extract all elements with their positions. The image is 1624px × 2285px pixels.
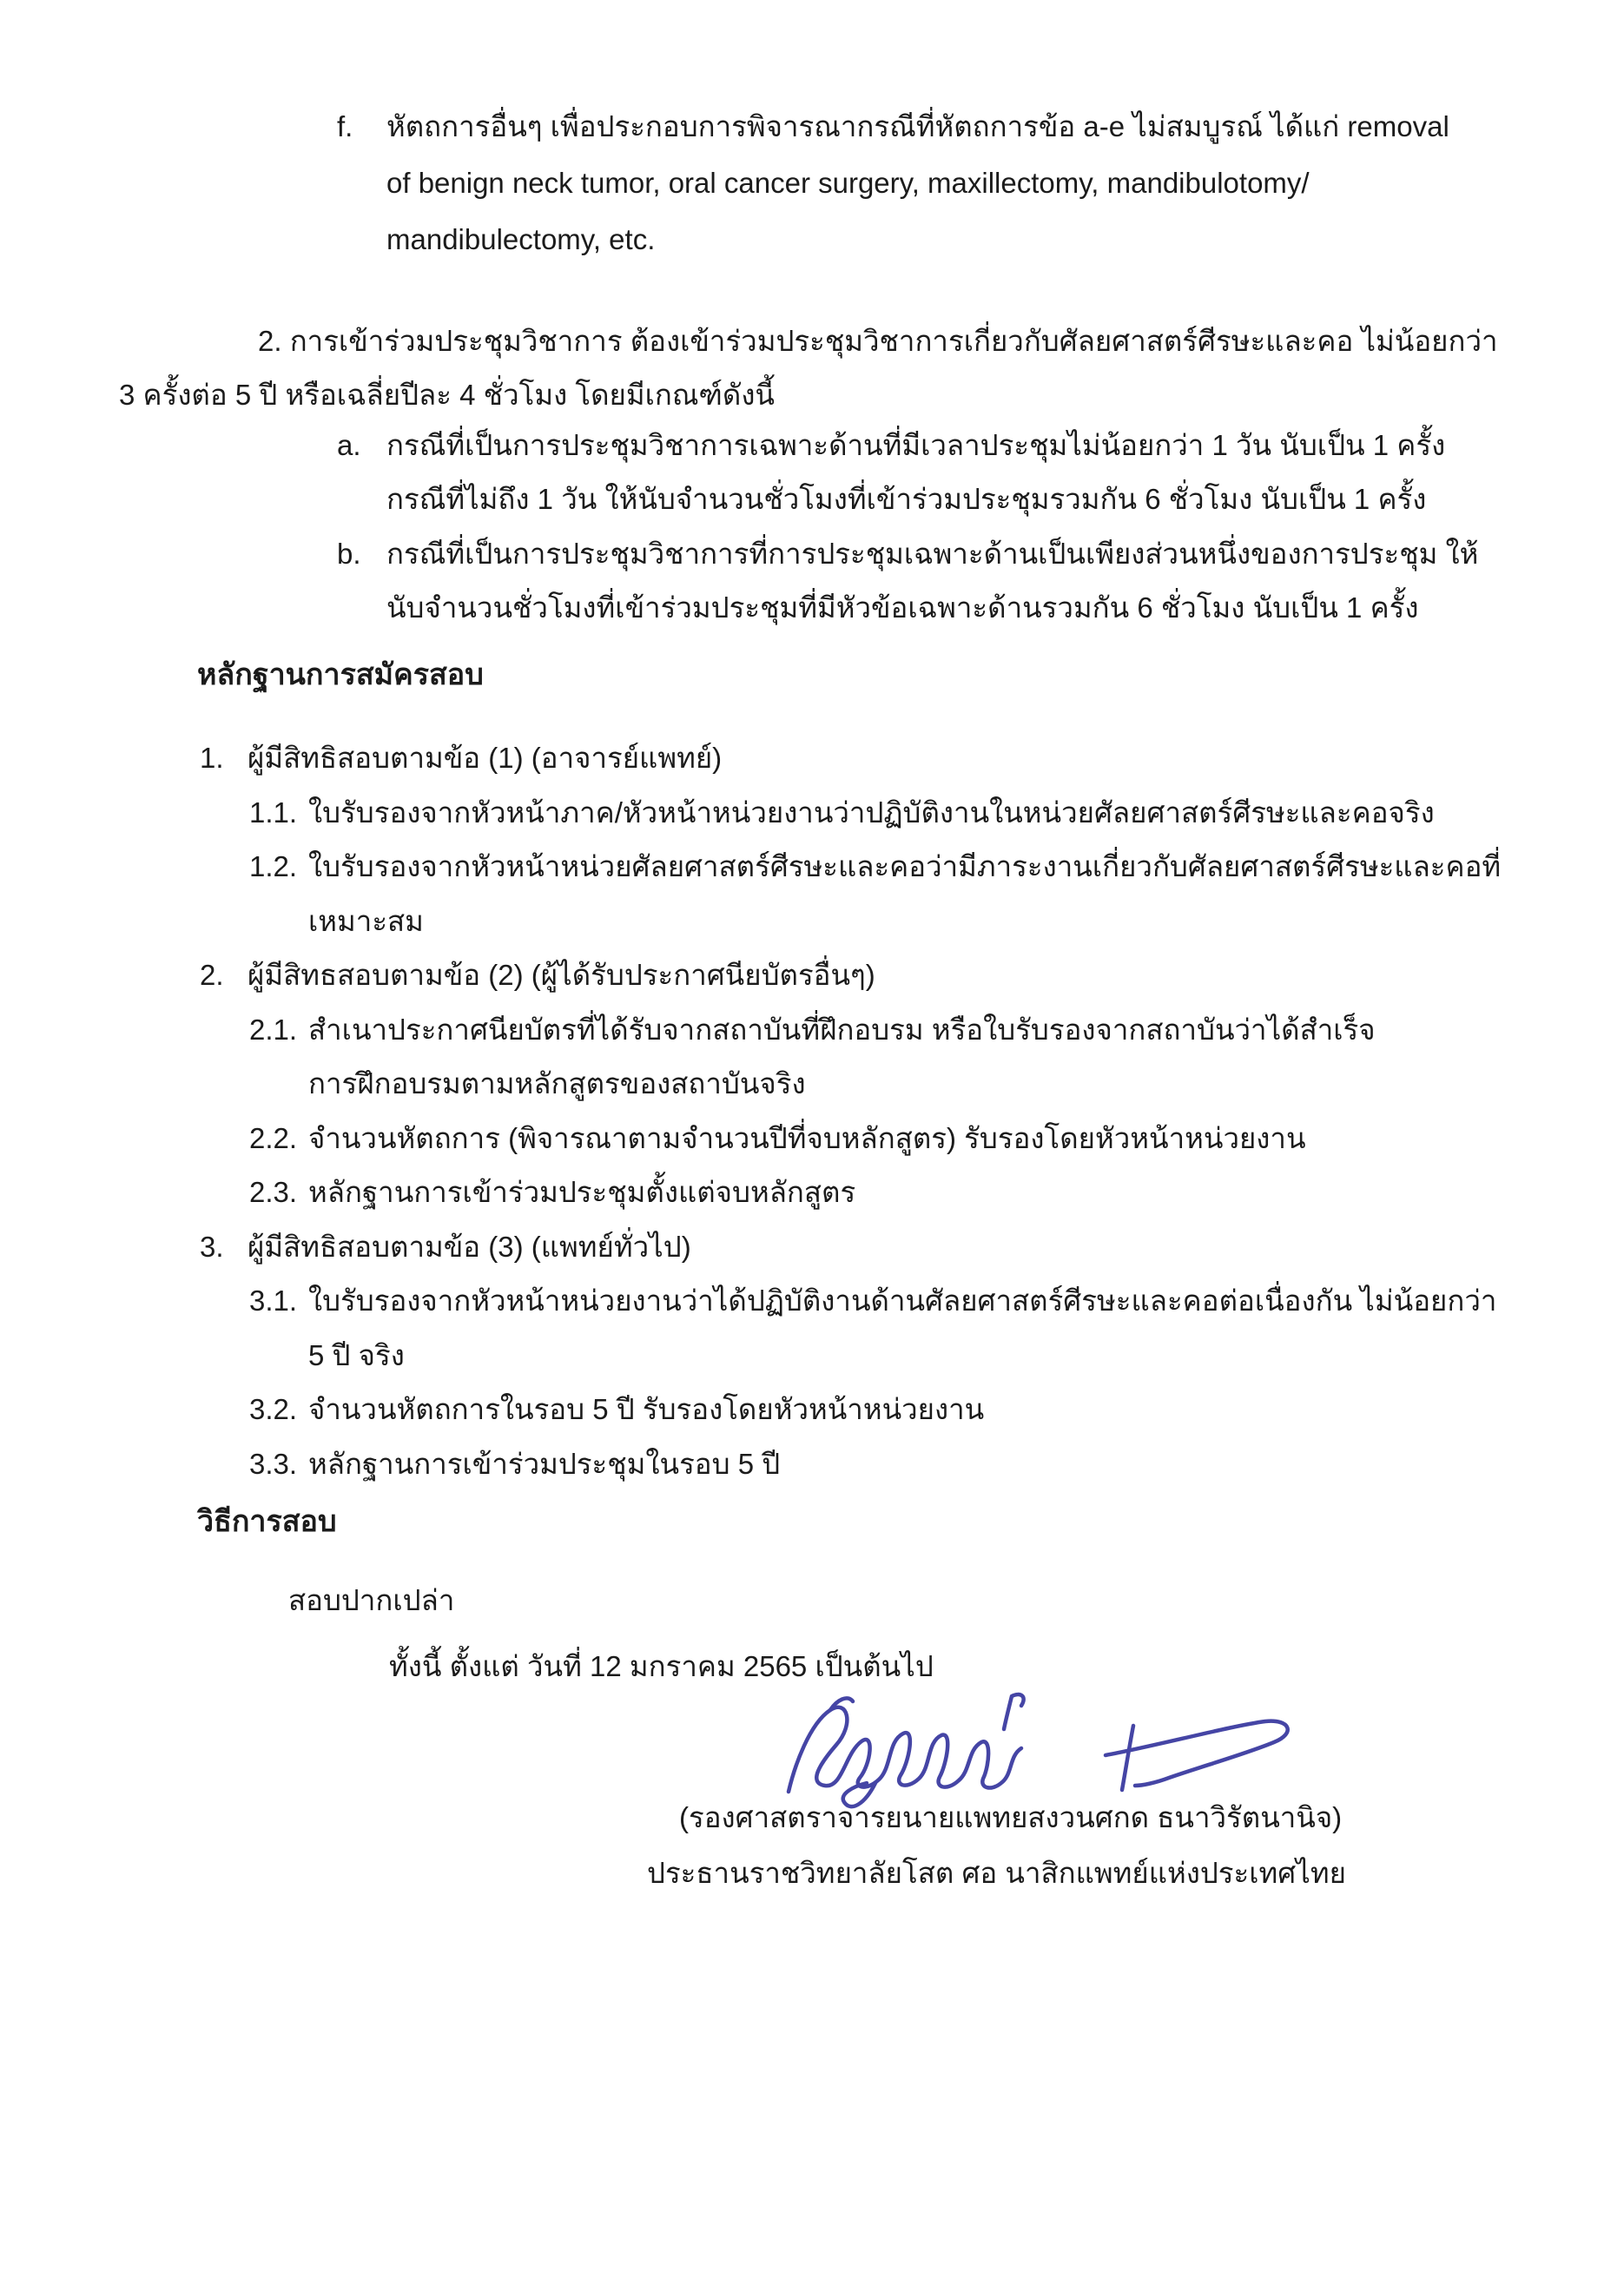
list-item-2-3-text: หลักฐานการเข้าร่วมประชุมตั้งแต่จบหลักสูตร [308,1176,856,1208]
item-f-marker: f. [337,110,353,142]
list-item-3-3-text: หลักฐานการเข้าร่วมประชุมในรอบ 5 ปี [308,1448,781,1480]
signature-image [747,1681,1337,1819]
paragraph-2-line2: 3 ครั้งต่อ 5 ปี หรือเฉลี่ยปีละ 4 ชั่วโมง โดยมีเกณฑ์ดังนี้ [119,379,775,411]
list-item-3-number: 3. [200,1231,224,1263]
list-item-1-2-line2: เหมาะสม [308,905,424,937]
item-f-line1: หัตถการอื่นๆ เพื่อประกอบการพิจารณากรณีที่หัตถการข้อ a-e ไม่สมบูรณ์ ได้แก่ removal [386,110,1449,142]
list-item-3-1-number: 3.1. [249,1284,298,1317]
method-heading: วิธีการสอบ [197,1505,337,1538]
oral-exam-text: สอบปากเปล่า [288,1584,455,1616]
list-item-2-1-line2: การฝึกอบรมตามหลักสูตรของสถาบันจริง [308,1067,806,1100]
list-item-1-1-number: 1.1. [249,796,298,829]
list-item-1-text: ผู้มีสิทธิสอบตามข้อ (1) (อาจารย์แพทย์) [248,742,723,774]
list-item-3-3-number: 3.3. [249,1448,298,1480]
item-a-line1: กรณีที่เป็นการประชุมวิชาการเฉพาะด้านที่มีเวลาประชุมไม่น้อยกว่า 1 วัน นับเป็น 1 ครั้ง [386,429,1446,461]
list-item-2-number: 2. [200,959,224,991]
item-b-line1: กรณีที่เป็นการประชุมวิชาการที่การประชุมเฉพาะด้านเป็นเพียงส่วนหนึ่งของการประชุม ให้ [386,538,1479,570]
item-b-marker: b. [337,538,361,570]
list-item-3-text: ผู้มีสิทธิสอบตามข้อ (3) (แพทย์ทั่วไป) [248,1231,691,1263]
list-item-3-1-line1: ใบรับรองจากหัวหน้าหน่วยงานว่าได้ปฏิบัติงานด้านศัลยศาสตร์ศีรษะและคอต่อเนื่องกัน ไม่น้อยกว่า [308,1284,1497,1317]
item-f-line2: of benign neck tumor, oral cancer surgery, maxillectomy, mandibulotomy/ [386,167,1310,199]
list-item-2-text: ผู้มีสิทธสอบตามข้อ (2) (ผู้ได้รับประกาศนียบัตรอื่นๆ) [248,959,875,991]
list-item-2-1-line1: สำเนาประกาศนียบัตรที่ได้รับจากสถาบันที่ฝึกอบรม หรือใบรับรองจากสถาบันว่าได้สำเร็จ [308,1014,1376,1046]
list-item-1-2-number: 1.2. [249,850,298,882]
item-b-line2: นับจำนวนชั่วโมงที่เข้าร่วมประชุมที่มีหัวข้อเฉพาะด้านรวมกัน 6 ชั่วโมง นับเป็น 1 ครั้ง [386,591,1419,624]
list-item-2-1-number: 2.1. [249,1014,298,1046]
evidence-heading: หลักฐานการสมัครสอบ [197,658,484,691]
item-f-line3: mandibulectomy, etc. [386,223,656,255]
effective-date-text: ทั้งนี้ ตั้งแต่ วันที่ 12 มกราคม 2565 เป็นต้นไป [389,1650,934,1682]
list-item-3-2-text: จำนวนหัตถการในรอบ 5 ปี รับรองโดยหัวหน้าหน่วยงาน [308,1393,985,1425]
list-item-2-2-number: 2.2. [249,1122,298,1154]
list-item-2-2-text: จำนวนหัตถการ (พิจารณาตามจำนวนปีที่จบหลักสูตร) รับรองโดยหัวหน้าหน่วยงาน [308,1122,1306,1154]
paragraph-2-line1: 2. การเข้าร่วมประชุมวิชาการ ต้องเข้าร่วมประชุมวิชาการเกี่ยวกับศัลยศาสตร์ศีรษะและคอ ไม่น้อยกว่า [258,325,1498,357]
item-a-line2: กรณีที่ไม่ถึง 1 วัน ให้นับจำนวนชั่วโมงที่เข้าร่วมประชุมรวมกัน 6 ชั่วโมง นับเป็น 1 ครั้ง [386,483,1427,515]
signatory-name: (รองศาสตราจารยนายแพทยสงวนศกด ธนาวิรัตนานิจ) [679,1801,1343,1833]
list-item-3-2-number: 3.2. [249,1393,298,1425]
item-a-marker: a. [337,429,361,461]
list-item-1-2-line1: ใบรับรองจากหัวหน้าหน่วยศัลยศาสตร์ศีรษะและคอว่ามีภาระงานเกี่ยวกับศัลยศาสตร์ศีรษะและคอที่ [308,850,1502,882]
list-item-1-1-text: ใบรับรองจากหัวหน้าภาค/หัวหน้าหน่วยงานว่าปฏิบัติงานในหน่วยศัลยศาสตร์ศีรษะและคอจริง [308,796,1435,829]
list-item-3-1-line2: 5 ปี จริง [308,1339,405,1371]
list-item-1-number: 1. [200,742,224,774]
signatory-title: ประธานราชวิทยาลัยโสต ศอ นาสิกแพทย์แห่งประเทศไทย [647,1857,1346,1889]
list-item-2-3-number: 2.3. [249,1176,298,1208]
